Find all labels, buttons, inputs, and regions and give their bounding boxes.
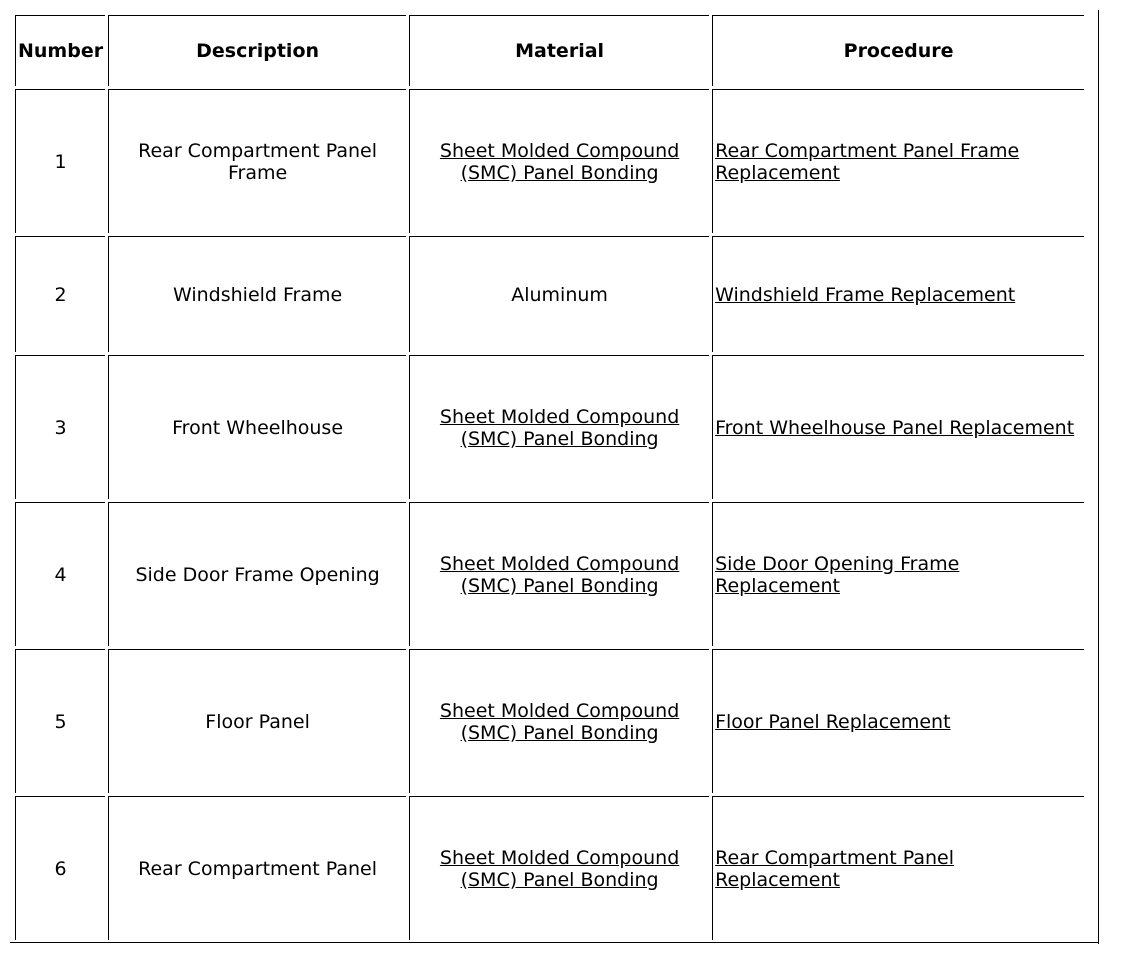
row-material <box>409 355 709 499</box>
row-description: Windshield Frame <box>108 236 406 352</box>
row-material: Aluminum <box>409 236 709 352</box>
procedure-link[interactable]: Rear Compartment Panel Frame Replacement <box>715 139 1020 184</box>
row-number: 4 <box>15 502 105 646</box>
table-right-border <box>1098 10 1099 944</box>
row-description: Side Door Frame Opening <box>108 502 406 646</box>
row-description: Rear Compartment Panel <box>108 796 406 940</box>
row-number: 1 <box>15 89 105 233</box>
row-description: Front Wheelhouse <box>108 355 406 499</box>
row-procedure <box>712 355 1084 499</box>
row-number: 6 <box>15 796 105 940</box>
header-description: Description <box>108 15 406 86</box>
procedure-link[interactable]: Floor Panel Replacement <box>715 710 951 733</box>
row-material <box>409 649 709 793</box>
table-row <box>15 355 1084 499</box>
row-material <box>409 502 709 646</box>
table-row <box>15 502 1084 646</box>
row-material <box>409 89 709 233</box>
procedure-link[interactable]: Side Door Opening Frame Replacement <box>715 552 960 597</box>
parts-table <box>12 12 1087 943</box>
row-description: Floor Panel <box>108 649 406 793</box>
header-number: Number <box>15 15 105 86</box>
row-description: Rear Compartment Panel Frame <box>108 89 406 233</box>
table-row <box>15 89 1084 233</box>
row-material <box>409 796 709 940</box>
row-procedure <box>712 796 1084 940</box>
procedure-link[interactable]: Front Wheelhouse Panel Replacement <box>715 416 1075 439</box>
header-procedure: Procedure <box>712 15 1084 86</box>
header-material: Material <box>409 15 709 86</box>
material-link[interactable]: Sheet Molded Compound (SMC) Panel Bonding <box>439 139 680 184</box>
material-link[interactable]: Sheet Molded Compound (SMC) Panel Bonding <box>439 552 680 597</box>
table-header-row <box>15 15 1084 86</box>
row-number: 5 <box>15 649 105 793</box>
material-link[interactable]: Sheet Molded Compound (SMC) Panel Bonding <box>439 699 680 744</box>
material-link[interactable]: Sheet Molded Compound (SMC) Panel Bonding <box>439 846 680 891</box>
procedure-link[interactable]: Windshield Frame Replacement <box>715 283 1016 306</box>
table-row <box>15 796 1084 940</box>
row-number: 3 <box>15 355 105 499</box>
table-row <box>15 649 1084 793</box>
table-row <box>15 236 1084 352</box>
row-procedure <box>712 236 1084 352</box>
row-procedure <box>712 649 1084 793</box>
row-number: 2 <box>15 236 105 352</box>
procedure-link[interactable]: Rear Compartment Panel Replacement <box>715 846 954 891</box>
material-link[interactable]: Sheet Molded Compound (SMC) Panel Bonding <box>439 405 680 450</box>
row-procedure <box>712 89 1084 233</box>
row-procedure <box>712 502 1084 646</box>
